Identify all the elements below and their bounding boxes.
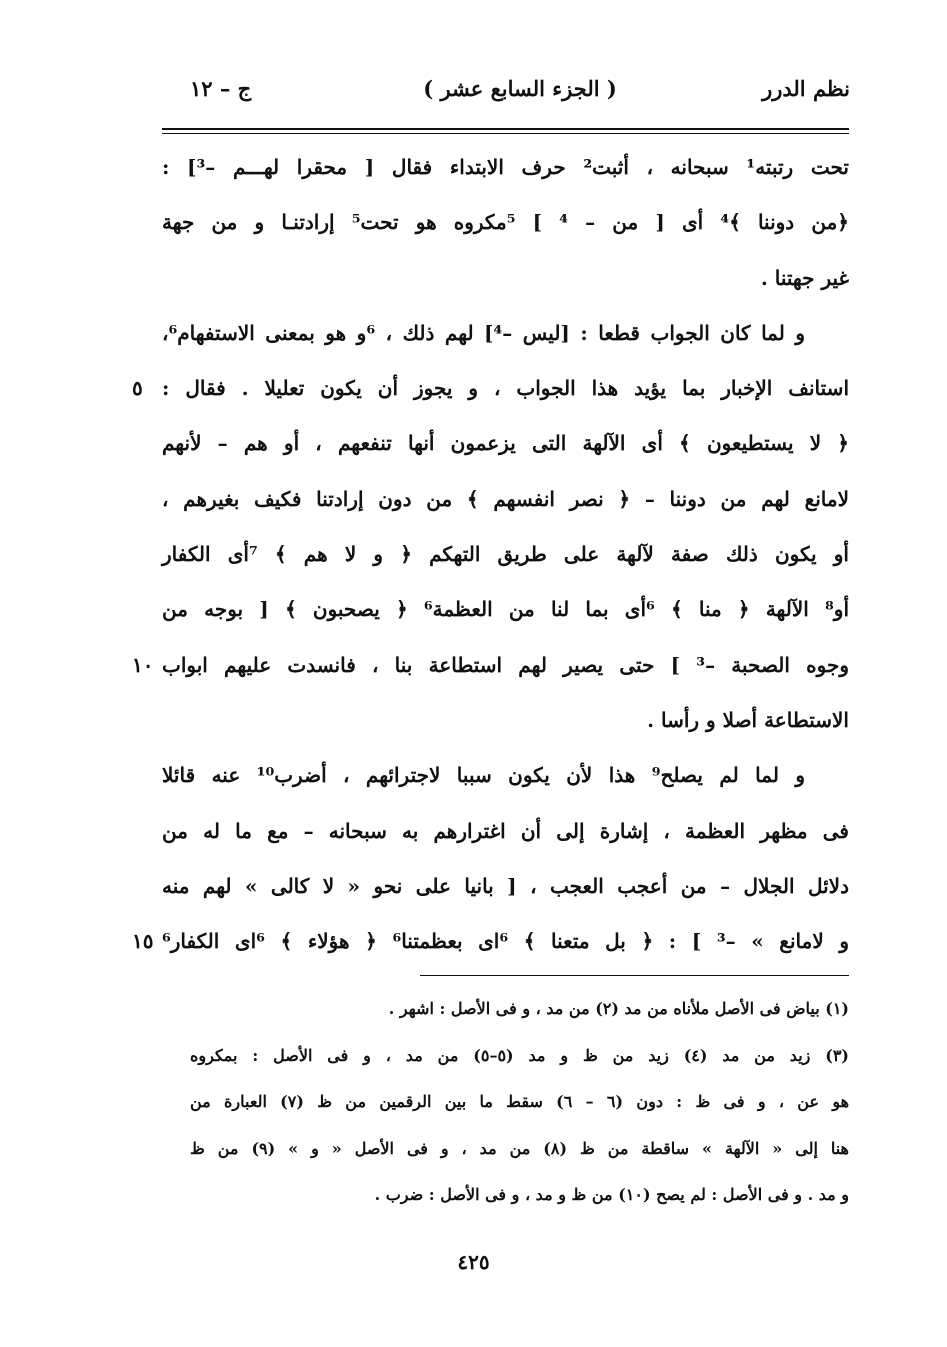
text-line-content: و لامانع » –³ ] : ﴿ بل متعنا ﴾ ⁶اى بعظمتنا⁶ ﴿ هؤلاء ﴾ ⁶اى الكفار⁶	[162, 929, 849, 954]
header-rule-thick	[162, 128, 849, 130]
main-text	[132, 140, 850, 969]
footnotes	[190, 986, 849, 1219]
text-line	[162, 693, 849, 748]
header-part-title: ( الجزء السابع عشر )	[423, 76, 617, 101]
footnote-line: و مد . و فى الأصل : لم يصح (١٠) من ظ و مد ، و فى الأصل : ضرب .	[374, 1185, 849, 1204]
text-line	[162, 416, 849, 471]
footnote-separator	[420, 975, 849, 976]
text-line	[162, 251, 849, 306]
header-book-title: نظم الدرر	[762, 76, 850, 101]
text-line	[162, 306, 849, 361]
text-line	[162, 527, 849, 582]
text-line-content: وجوه الصحبة –³ ] حتى يصير لهم استطاعة بنا ، فانسدت عليهم ابواب	[162, 652, 849, 677]
text-line-content: ﴿ لا يستطيعون ﴾ أى الآلهة التى يزعمون أنها تنفعهم ، أو هم – لأنهم	[162, 431, 849, 456]
text-line	[132, 638, 849, 693]
text-line	[162, 804, 849, 859]
text-line-content: غير جهتنا .	[760, 265, 849, 290]
footnote-line: (١) بياض فى الأصل ملأناه من مد (٢) من مد ، و فى الأصل : اشهر .	[388, 999, 849, 1018]
line-number: ١٥	[132, 929, 154, 954]
header-rule-thin	[162, 133, 849, 134]
footnote-line: هنا إلى « الآلهة » ساقطة من ظ (٨) من مد ، و فى الأصل « و » (٩) من ظ	[190, 1138, 849, 1158]
text-line-content: تحت رتبته¹ سبحانه ، أثبت² حرف الابتداء فقال [ محقرا لهـــم –³] :	[162, 155, 849, 179]
page-number: ٤٢٥	[457, 1250, 490, 1274]
text-line-content: و لما كان الجواب قطعا : [ليس –⁴] لهم ذلك ، ⁶و هو بمعنى الاستفهام⁶،	[162, 320, 805, 345]
footnote-line: (٣) زيد من مد (٤) زيد من ظ و مد (٥–٥) من مد ، و فى الأصل : بمكروه	[190, 1045, 849, 1065]
text-line	[162, 140, 849, 195]
text-line-content: و لما لم يصلح⁹ هذا لأن يكون سببا لاجترائهم ، أضرب¹⁰ عنه قائلا	[162, 763, 805, 788]
running-header	[190, 76, 850, 116]
text-line-content: أو⁸ الآلهة ﴿ منا ﴾ ⁶أى بما لنا من العظمة⁶ ﴿ يصحبون ﴾ [ بوجه من	[162, 597, 850, 622]
text-line	[132, 361, 849, 416]
text-line	[162, 195, 849, 250]
text-line-content: ﴿من دوننا ﴾⁴ أى [ من – ⁴ ] ⁵مكروه هو تحت⁵ إرادتنـا و من جهة	[162, 210, 849, 235]
text-line-content: لامانع لهم من دوننا – ﴿ نصر انفسهم ﴾ من دون إرادتنا فكيف بغيرهم ،	[162, 486, 849, 511]
text-line-content: استانف الإخبار بما يؤيد هذا الجواب ، و يجوز أن يكون تعليلا . فقال :	[162, 376, 849, 401]
line-number: ١٠	[132, 652, 154, 677]
text-line	[132, 914, 849, 969]
text-line	[162, 859, 849, 914]
text-line	[162, 748, 849, 803]
text-line-content: الاستطاعة أصلا و رأسا .	[647, 707, 849, 732]
footnote-line: هو عن ، و فى ظ : دون (٦ – ٦) سقط ما بين الرقمين من ظ (٧) العبارة من	[190, 1092, 850, 1111]
text-line-content: دلائل الجلال – من أعجب العجب ، [ بانيا على نحو « لا كالى » لهم منه	[162, 873, 849, 898]
header-volume: ج – ١٢	[190, 76, 252, 101]
text-line	[162, 472, 849, 527]
line-number: ٥	[132, 376, 143, 401]
text-line	[162, 582, 849, 637]
text-line-content: فى مظهر العظمة ، إشارة إلى أن اغترارهم به سبحانه – مع ما له من	[162, 818, 849, 843]
text-line-content: أو يكون ذلك صفة لآلهة على طريق التهكم ﴿ و لا هم ﴾ ⁷أى الكفار	[162, 542, 849, 567]
